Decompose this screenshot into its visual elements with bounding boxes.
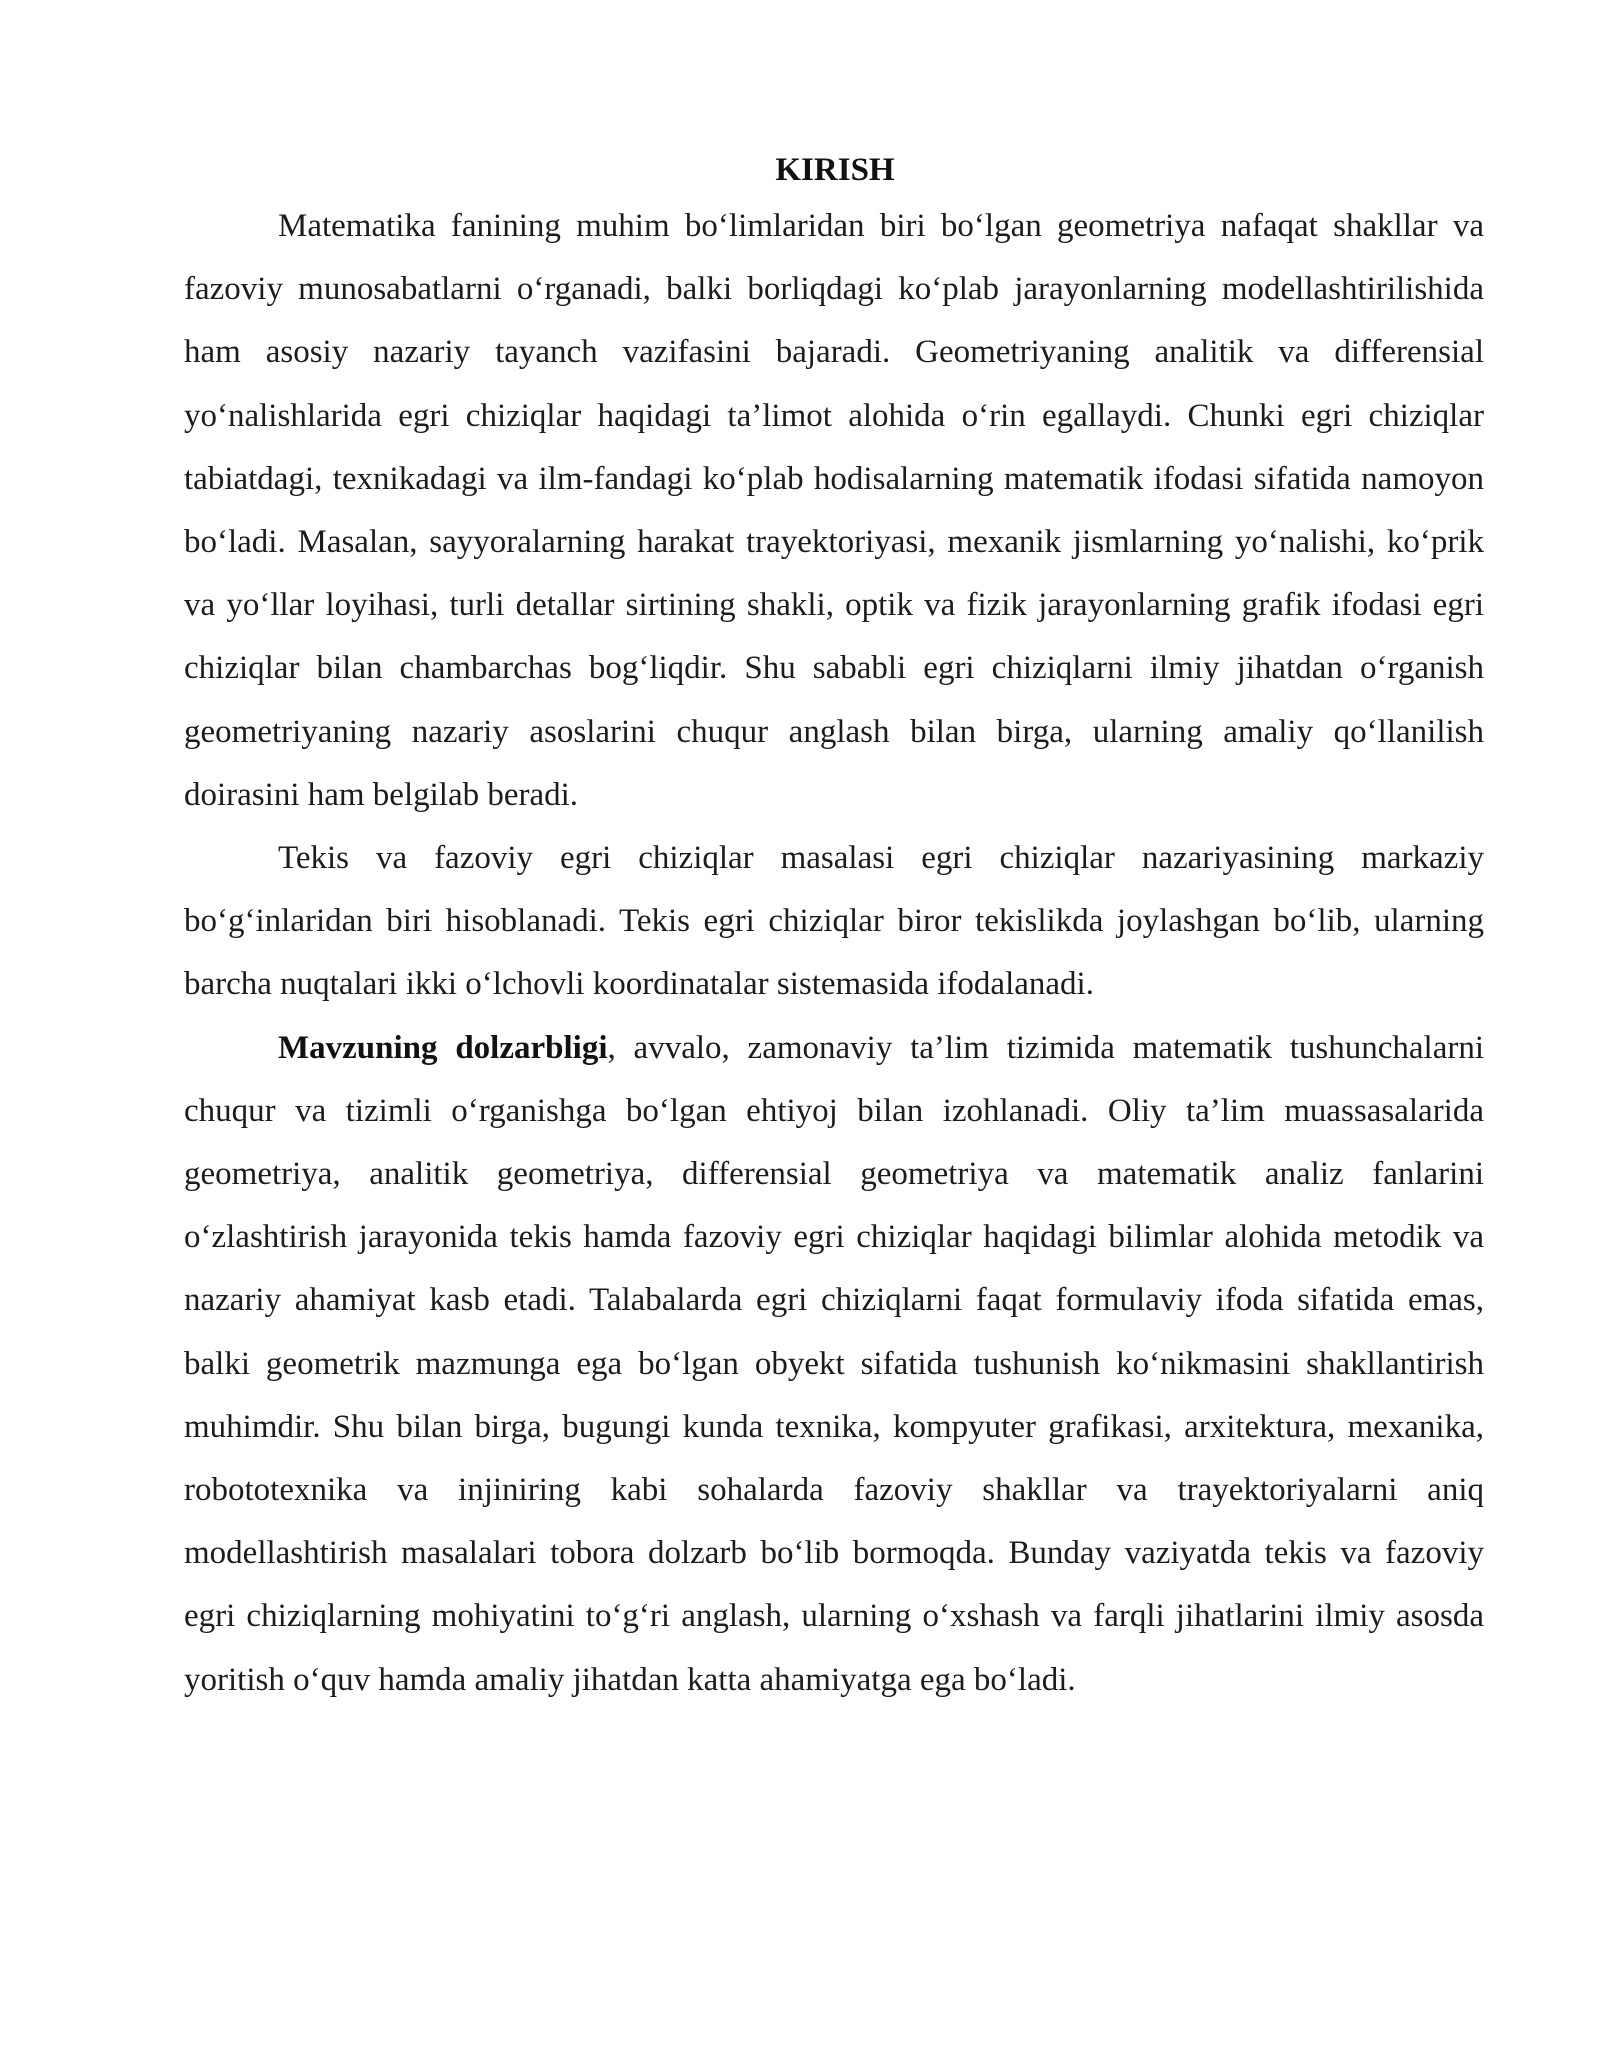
paragraph-intro	[184, 195, 1484, 827]
paragraph-curves-text: Tekis va fazoviy egri chiziqlar masalasi egri chiziqlar nazariyasining markaziy bo‘g‘inlaridan biri hisoblanadi. Tekis egri chiziqlar biror tekislikda joylashgan bo‘lib, ularning barcha nuqtalari ikki o‘lchovli koordinatalar sistemasida ifodalanadi.	[184, 840, 1484, 1003]
paragraph-relevance-text: , avvalo, zamonaviy ta’lim tizimida matematik tushunchalarni chuqur va tizimli o‘rganishga bo‘lgan ehtiyoj bilan izohlanadi. Oliy ta’lim muassasalarida geometriya, analitik geometriya, differensial geometriya va matematik analiz fanlarini o‘zlashtirish jarayonida tekis hamda fazoviy egri chiziqlar haqidagi bilimlar alohida metodik va nazariy ahamiyat kasb etadi. Talabalarda egri chiziqlarni faqat formulaviy ifoda sifatida emas, balki geometrik mazmunga ega bo‘lgan obyekt sifatida tushunish ko‘nikmasini shakllantirish muhimdir. Shu bilan birga, bugungi kunda texnika, kompyuter grafikasi, arxitektura, mexanika, robototexnika va injiniring kabi sohalarda fazoviy shakllar va trayektoriyalarni aniq modellashtirish masalalari tobora dolzarb bo‘lib bormoqda. Bunday vaziyatda tekis va fazoviy egri chiziqlarning mohiyatini to‘g‘ri anglash, ularning o‘xshash va farqli jihatlarini ilmiy asosda yoritish o‘quv hamda amaliy jihatdan katta ahamiyatga ega bo‘ladi.	[184, 1029, 1485, 1698]
paragraph-relevance-lead: Mavzuning dolzarbligi	[278, 1029, 608, 1066]
paragraph-intro-text: Matematika fanining muhim bo‘limlaridan biri bo‘lgan geometriya nafaqat shakllar va fazoviy munosabatlarni o‘rganadi, balki borliqdagi ko‘plab jarayonlarning modellashtirilishida ham asosiy nazariy tayanch vazifasini bajaradi. Geometriyaning analitik va differensial yo‘nalishlarida egri chiziqlar haqidagi ta’limot alohida o‘rin egallaydi. Chunki egri chiziqlar tabiatdagi, texnikadagi va ilm-fandagi ko‘plab hodisalarning matematik ifodasi sifatida namoyon bo‘ladi. Masalan, sayyoralarning harakat trayektoriyasi, mexanik jismlarning yo‘nalishi, ko‘prik va yo‘llar loyihasi, turli detallar sirtining shakli, optik va fizik jarayonlarning grafik ifodasi egri chiziqlar bilan chambarchas bog‘liqdir. Shu sababli egri chiziqlarni ilmiy jihatdan o‘rganish geometriyaning nazariy asoslarini chuqur anglash bilan birga, ularning amaliy qo‘llanilish doirasini ham belgilab beradi.	[184, 208, 1484, 813]
document-body	[184, 145, 1484, 1712]
page-title: KIRISH	[775, 152, 895, 188]
paragraph-curves	[184, 827, 1484, 1017]
paragraph-relevance	[184, 1017, 1484, 1712]
